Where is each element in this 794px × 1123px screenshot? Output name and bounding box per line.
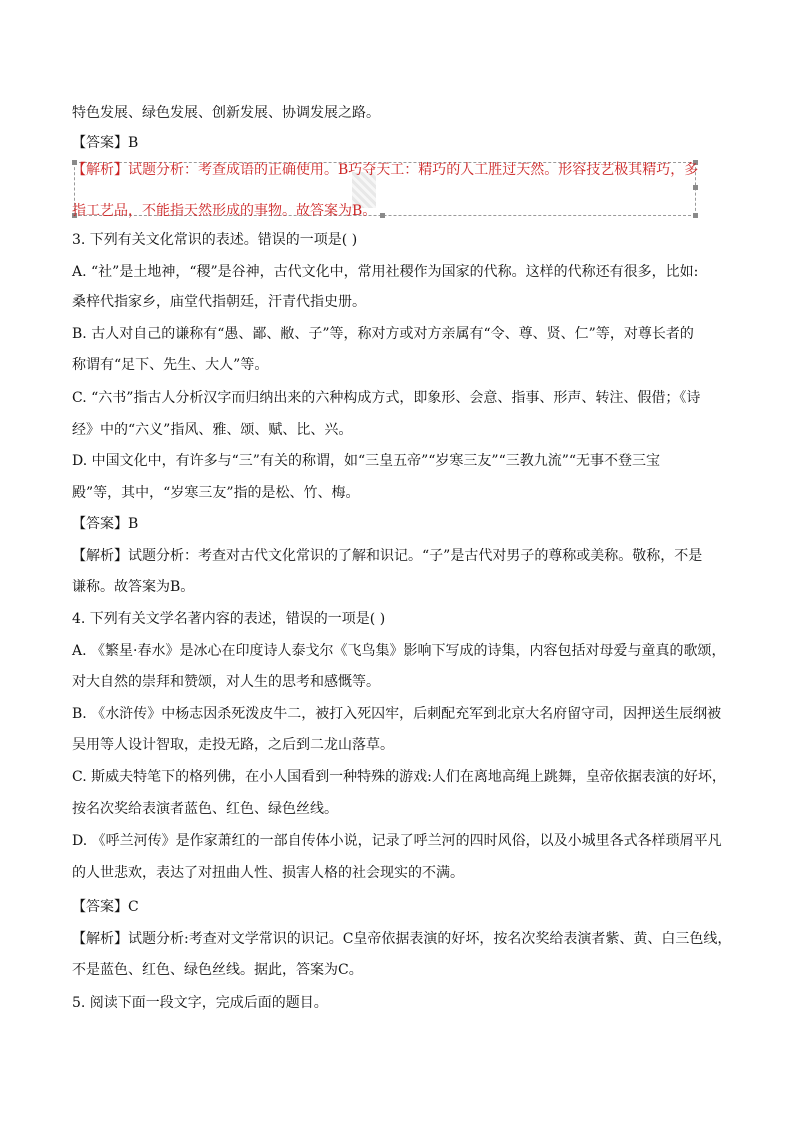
option-line: D. 中国文化中，有许多与“三”有关的称谓，如“三皇五帝”“岁寒三友”“三教九流”“无事不登三宝: [72, 453, 661, 469]
answer-line: 【答案】B: [72, 516, 139, 532]
analysis-line: 【解析】试题分析:考查对文学常识的识记。C皇帝依据表演的好坏，按名次奖给表演者紫、黄、白三色线，: [72, 931, 732, 947]
option-line: A. “社”是土地神，“稷”是谷神，古代文化中，常用社稷作为国家的代称。这样的代称还有很多，比如:: [72, 264, 699, 280]
option-line: B. 《水浒传》中杨志因杀死泼皮牛二，被打入死囚牢，后刺配充军到北京大名府留守司，因押送生辰纲被: [72, 706, 722, 722]
resize-handle-right[interactable]: [693, 185, 698, 190]
highlighted-analysis-line: 【解析】试题分析：考查成语的正确使用。B巧夺天工：精巧的人工胜过天然。形容技艺极其精巧，多: [72, 162, 699, 178]
question-line: 3. 下列有关文化常识的表述。错误的一项是( ): [72, 232, 358, 248]
analysis-line: 不是蓝色、红色、绿色丝线。据此，答案为C。: [72, 962, 363, 978]
option-line: 经》中的“六义”指风、雅、颂、赋、比、兴。: [72, 422, 353, 438]
option-line: 桑梓代指家乡，庙堂代指朝廷，汗青代指史册。: [72, 294, 366, 310]
option-line: 称谓有“足下、先生、大人”等。: [72, 357, 269, 373]
answer-line: 【答案】B: [72, 135, 139, 151]
option-line: C. “六书”指古人分析汉字而归纳出来的六种构成方式，即象形、会意、指事、形声、转注、假借；《诗: [72, 390, 701, 406]
option-line: 的人世悲欢，表达了对扭曲人性、损害人格的社会现实的不满。: [72, 865, 464, 881]
paragraph-line: 特色发展、绿色发展、创新发展、协调发展之路。: [72, 105, 380, 121]
option-line: B. 古人对自己的谦称有“愚、鄙、敝、子”等，称对方或对方亲属有“令、尊、贤、仁”等，对尊长者的: [72, 326, 694, 342]
answer-line: 【答案】C: [72, 899, 139, 915]
option-line: D. 《呼兰河传》是作家萧红的一部自传体小说，记录了呼兰河的四时风俗，以及小城里各式各样琐屑平凡: [72, 833, 722, 849]
analysis-line: 谦称。故答案为B。: [72, 579, 195, 595]
option-line: 殿”等，其中，“岁寒三友”指的是松、竹、梅。: [72, 485, 360, 501]
analysis-line: 【解析】试题分析：考查对古代文化常识的了解和识记。“子”是古代对男子的尊称或美称。敬称，不是: [72, 548, 703, 564]
question-line: 5. 阅读下面一段文字，完成后面的题目。: [72, 995, 328, 1011]
question-line: 4. 下列有关文学名著内容的表述，错误的一项是( ): [72, 611, 386, 627]
option-line: 吴用等人设计智取，走投无路，之后到二龙山落草。: [72, 737, 394, 753]
option-line: 对大自然的崇拜和赞颂，对人生的思考和感慨等。: [72, 674, 380, 690]
option-line: C. 斯威夫特笔下的格列佛，在小人国看到一种特殊的游戏:人们在离地高绳上跳舞，皇帝依据表演的好坏，: [72, 769, 726, 785]
highlighted-analysis-line: 指工艺品，不能指天然形成的事物。故答案为B。: [72, 203, 377, 219]
option-line: 按名次奖给表演者蓝色、红色、绿色丝线。: [72, 801, 338, 817]
option-line: A. 《繁星·春水》是冰心在印度诗人泰戈尔《飞鸟集》影响下写成的诗集，内容包括对母爱与童真的歌颂，: [72, 643, 726, 659]
